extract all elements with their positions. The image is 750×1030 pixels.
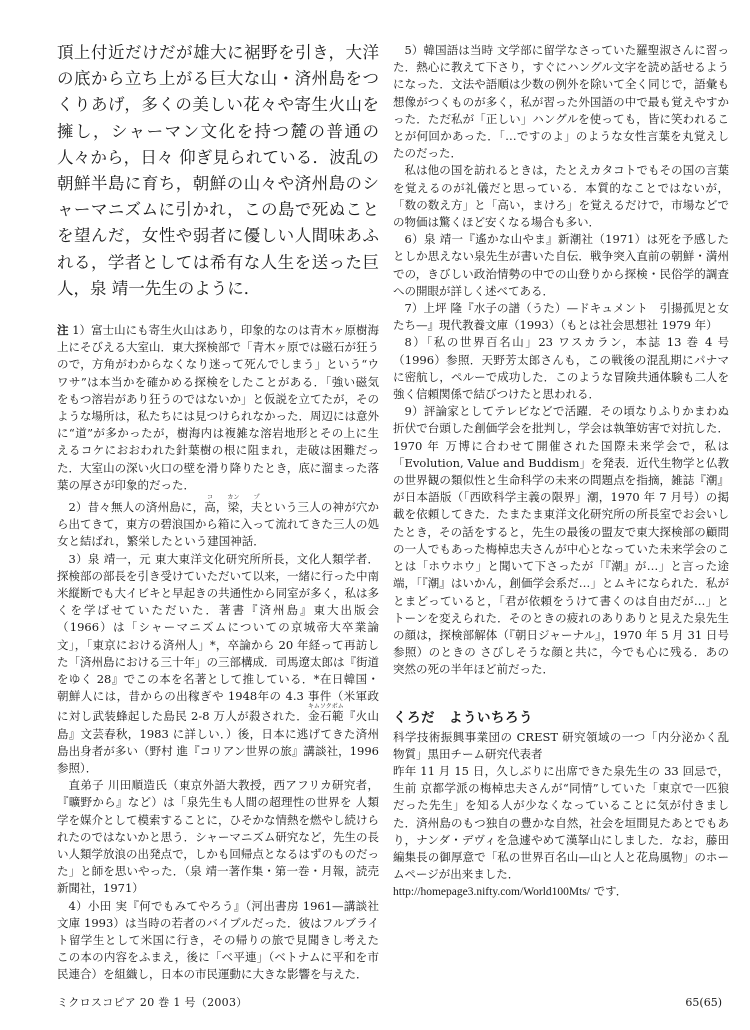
note-5: 5）韓国語は当時 文学部に留学なさっていた羅聖淑さんに習った．熱心に教えて下さり，すぐにハングル文字を読め話せるようになった．文法や語順は少数の例外を除いて全く同じで，語彙も想像がつくものが多く，私が習った外国語の中で最も覚えやすかった．ただ私が「正しい」ハングルを使っても，皆に笑われることが何回かあった．「…ですのよ」のような女性言葉を丸覚えしたのだった． [393, 43, 729, 161]
left-column [57, 40, 379, 984]
ruby-kim-sok-pom [307, 703, 344, 724]
ruby-reading: コ [204, 494, 216, 502]
note-7: 7）上坪 隆『水子の譜（うた）—ドキュメント 引揚孤児と女たち—』現代教養文庫（1993）（もとは社会思想社 1979 年） [393, 301, 729, 333]
note-3-text-pre: 3）泉 靖一，元 東大東洋文化研究所所長，文化人類学者．探検部の部長を引き受けていただいて以来，一緒に行った中南米縦断でも大イビキと早起きの共通性から同室が多く，私は多くを学ばせていただいた．著書『済州島』東大出版会（1966）は「シャーマニズムについての京城帝大卒業論文」，「東京における済州人」*，卒論から 20 年経って再訪した「済州島における三十年」の三部構成．司馬遼太郎は『街道をゆく 28』でこの本を名著として推している．*在日韓国・朝鮮人には，昔からの出稼ぎや 1948年の 4.3 事件（米軍政に対し武装蜂起した島民 2-8 万人が殺された． [57, 551, 379, 724]
ruby-name-pu [250, 494, 263, 515]
note-9: 9）評論家としてテレビなどで活躍．その頃なりふりかまわぬ折伏で台頭した創価学会を批判し，学会は執筆妨害で対抗した．1970 年 万博に合わせて開催された国際未来学会で，私は「Evolution, Value and Buddism」を発表．近代生物学と仏教の世界観の類似性と生命科学の未来の問題点を指摘，雑誌『潮』が日本語版（「西欧科学主義の限界」潮，1970 年 7 月号）の掲載を依頼してきた．たまたま東洋文化研究所の所長室でお会いしたとき，その話をすると，先生の最後の盟友で東大探検部の顧問の一人でもあった梅棹忠夫さんが中心となっていた未来学会のことは「ホウホウ」と聞いて下さったが「『潮』が…」と言った途端，「『潮』はいかん，創価学会系だ…」とムキになられた．私がとまどっていると，「君が依頼をうけて書くのは自由だが…」とトーンを変えられた．そのときの疲れのありありと見えた泉先生の顔は，探検部解体（『朝日ジャーナル』，1970 年 5 月 31 日号参照）のときの さびしそうな顔と共に，今でも心に残る．あの突然の死の半年ほど前だった． [393, 404, 729, 677]
ruby-reading: キムソクボム [307, 703, 344, 711]
two-column-body [57, 40, 730, 984]
ruby-base: 夫 [250, 500, 263, 515]
author-name: くろだ よういちろう [393, 709, 533, 726]
author-affiliation: 科学技術振興事業団の CREST 研究領域の一つ「内分泌かく乱物質」黒田チーム研究代表者 [393, 729, 729, 761]
note-3 [57, 551, 379, 777]
homepage-link[interactable]: http://homepage3.nifty.com/World100Mts/ [393, 886, 590, 899]
note-1 [57, 322, 379, 494]
note-3-text-post: 『火山島』文芸春秋，1983 に詳しい．）後，日本に逃げてきた済州島出身者が多い（野村 進『コリアン世界の旅』講談社，1996 参照）． [57, 709, 379, 775]
journal-footer: ミクロスコピア 20 巻 1 号（2003） [57, 995, 248, 1009]
page-number: 65(65) [685, 995, 722, 1009]
note-3-continuation: 直弟子 川田順造氏（東京外語大教授，西アフリカ研究者，『曠野から』など）は「泉先生も人間の超理性の世界を 人類学を媒介として模索することに，ひそかな情熱を燃やし続けられたのではないかと思う．シャーマニズム研究など，先生の長い人類学放浪の出発点で，しかも回帰点となるはずのものだった」と師を思いやった．（泉 靖一著作集・第一巻・月報，読売新聞社，1971） [57, 778, 379, 896]
note-5-continuation: 私は他の国を訪れるときは，たとえカタコトでもその国の言葉を覚えるのが礼儀だと思っている．本質的なことではないが，「数の数え方」と「高い，まけろ」を覚えるだけで，市場などでの物価は驚くほど安くなる場合も多い． [393, 163, 729, 230]
ruby-reading: カン [227, 494, 240, 502]
ruby-name-ko [204, 494, 216, 515]
note-8: 8）「私の世界百名山」23 ワスカラン，本誌 13 巻 4 号（1996）参照．天野芳太郎さんも，この戦後の混乱期にパナマに密航し，ペルーで成功した．このような冒険共通体験も二人を強く信頼関係で結びつけたと思われる． [393, 335, 729, 402]
note-2-text-post: という三人の神が穴から出てきて，東方の碧浪国から箱に入って流れてきた三人の処女と結ばれ，繁栄したという建国神話． [57, 500, 380, 549]
author-message: 昨年 11 月 15 日，久しぶりに出席できた泉先生の 33 回忌で，生前 京都学派の梅棹忠夫さんが“同情”していた「東京で一匹狼だった先生」を知る人が少なくなっていることに気が付きました．済州島のもつ独自の豊かな自然，社会を垣間見たあとでもあり，ナンダ・デヴィを急遽やめて漢拏山にしました．なお，藤田編集長の御厚意で「私の世界百名山—山と人と花鳥風物」のホームページが出来ました． [393, 763, 729, 882]
notes-label: 注 [57, 323, 69, 338]
ruby-base: 高 [204, 500, 216, 515]
note-2-text-pre: 2）昔々無人の済州島に， [68, 500, 205, 515]
ruby-base: 金石範 [307, 709, 344, 724]
notes-right-column [393, 40, 729, 902]
note-6: 6）泉 靖一『遙かな山やま』新潮社（1971）は死を予感したとしか思えない泉先生が書いた自伝．戦争突入直前の朝鮮・満州での，きびしい政治情勢の中での山登りから探検・民俗学的調査への開眼が詳しく述べてある． [393, 232, 729, 298]
homepage-suffix: です． [590, 884, 628, 899]
note-4: 4）小田 実『何でもみてやろう』（河出書房 1961—講談社文庫 1993）は当時の若者のバイブルだった．彼はフルブライト留学生として米国に行き，その帰りの旅で見聞きし考えた この本の内容をふまえ，後に「ベ平連」（ベトナムに平和を市民連合）を組織し，日本の市民運動に大きな影響を与えた． [57, 898, 379, 982]
separator: ， [215, 500, 228, 515]
notes-left-column [57, 322, 379, 984]
ruby-reading: プ [250, 494, 263, 502]
spacer [393, 679, 729, 709]
lead-paragraph: 頂上付近だけだが雄大に裾野を引き，大洋の底から立ち上がる巨大な山・済州島をつくりあげ，多くの美しい花々や寄生火山を擁し，シャーマン文化を持つ麓の普通の人々から，日々 仰ぎ見られている．波乱の朝鮮半島に育ち，朝鮮の山々や済州島のシャーマニズムに引かれ，この島で死ぬことを望んだ，女性や弱者に優しい人間味あふれる，学者としては希有な人生を送った巨人，泉 靖一先生のように． [57, 43, 379, 298]
note-1-text: 1）富士山にも寄生火山はあり，印象的なのは青木ヶ原樹海上にそびえる大室山．東大探検部で「青木ヶ原では磁石が狂うので，方角がわからなくなり迷って死んでしまう」という“ウワサ”は本当かを確かめる探検をしたことがある．「強い磁気をもつ溶岩があり狂うのではないか」と仮説を立てたが，そのような場所は，私たちには見つけられなかった．周辺には意外に“道”が多かったが，樹海内は複雑な溶岩地形とその上に生えるコケにおおわれた針葉樹の根に阻まれ，走破は困難だった．大室山の深い火口の壁を滑り降りたとき，底に溜まった落葉の厚さが印象的だった． [57, 323, 380, 492]
page-footer [57, 984, 730, 1010]
ruby-base: 梁 [227, 500, 240, 515]
separator: ， [239, 500, 251, 515]
author-homepage [393, 883, 729, 901]
ruby-name-kan [227, 494, 240, 515]
note-2 [57, 494, 379, 551]
